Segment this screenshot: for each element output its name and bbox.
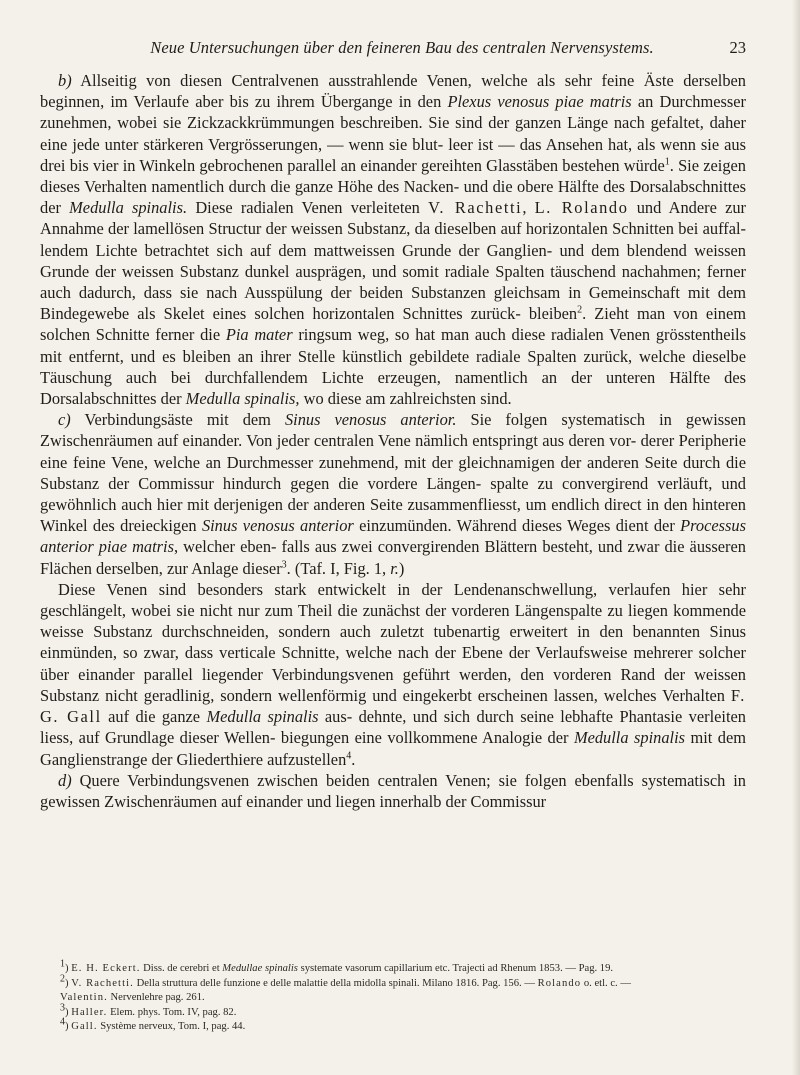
text-span: , welcher eben- falls aus zwei convergirenden Blättern besteht, und zwar die äusseren Flächen derselben, zur Anlage dieser	[40, 537, 746, 578]
paragraph-d	[40, 770, 746, 812]
latin-term: Medulla spinalis	[206, 707, 319, 727]
text-span: aus- dehnte, und sich durch seine lebhafte Phantasie verleiten liess, auf Grundlage dieser Wellen- biegungen eine vollkommene Analogie der	[40, 707, 746, 748]
latin-term: Medulla spinalis	[573, 728, 686, 748]
latin-term: Sinus venosus anterior	[201, 516, 354, 536]
item-label-d: d)	[58, 770, 72, 790]
latin-term: Medulla spinalis.	[69, 198, 188, 218]
text-span: Diese radialen Venen verleiteten	[195, 198, 420, 218]
item-label-c: c)	[58, 410, 71, 430]
text-span: wo diese am zahlreichsten sind.	[303, 389, 512, 409]
author-name: Valentin.	[60, 992, 108, 1004]
main-text	[40, 70, 746, 812]
footnote-1: $^1$) E. H. Eckert. Diss. de cerebri et Medullae spinalis systemate vasorum capillarium etc. Trajecti ad Rhenum 1853. — Pag. 19.	[60, 958, 614, 974]
text-span: Elem. phys. Tom. IV, pag. 82.	[110, 1006, 237, 1018]
footnote-ref: 4	[346, 750, 352, 762]
text-span: Diese Venen sind besonders stark entwickelt in der Lendenanschwellung, verlaufen hier sehr geschlängelt, wobei sie nicht nur zum Theil die zunächst der vorderen Längenspalte zu liegen kommende weisse Substanz durchschneiden, sondern auch zuletzt tubenartig erweitert in den benannten Sinus einmünden, so zwar, dass verticale Schnitte, welche nach der Ebene der Verlaufsweise mehrerer solcher über einander parallel liegender Verbindungsvenen geführt werden, den vorderen Rand der weissen Substanz nicht geradlinig, sondern wellenförmig und eingekerbt erscheinen lassen, welches Verhalten	[40, 579, 746, 705]
text-span: und Andere zur Annahme der lamellösen Structur der weissen Substanz, da dieselben auf horizontalen Schnitten bei auffal- lendem Lichte betrachtet sich auf dem mattweissen Grunde der Ganglien- und dem blendend weissen Grunde der weissen Substanz dunkel ausprägen, und somit radiale Spalten täuschend nachahmen; ferner auch dadurch, dass sie nach Ausspülung der beiden Substanzen gleichsam in Gemeinschaft mit dem Bindegewebe als Skelet eines solchen horizontalen Schnittes zurück- bleiben	[40, 198, 746, 324]
paragraph-b	[40, 70, 746, 409]
text-span: . (Taf. I, Fig. 1,	[286, 558, 387, 578]
text-span: Verbindungsäste mit dem	[84, 410, 271, 430]
text-span: Système nerveux, Tom. I, pag. 44.	[100, 1021, 246, 1033]
latin-term: Sinus venosus anterior.	[284, 410, 457, 430]
text-span: Sie folgen systematisch in gewissen Zwischenräumen auf einander. Von jeder centralen Vene nämlich entspringt aus deren vor- derer Peripherie eine feine Vene, welche an Durchmesser zunehmend, mit der gleichnamigen der anderen Seite durch die Substanz der Commissur hindurch gegen die vordere Längen- spalte zu convergirend verläuft, und gewöhnlich auch hier mit derjenigen der anderen Seite zusammenfliesst, um endlich direct in den hinteren Winkel des dreieckigen	[40, 410, 746, 536]
footnote-ref: 2	[577, 304, 583, 316]
footnote-ref: 1	[664, 156, 670, 168]
latin-term: Medullae spinalis	[222, 963, 298, 974]
text-span: mit dem Ganglienstrange der Gliederthiere aufzustellen	[40, 728, 746, 769]
text-span: auf die ganze	[108, 707, 201, 727]
author-name: V. Rachetti.	[71, 977, 134, 989]
running-title: Neue Untersuchungen über den feineren Bau des centralen Nervensystems.	[150, 38, 654, 57]
text-span: Nervenlehre pag. 261.	[110, 992, 205, 1004]
text-span: systemate vasorum capillarium etc. Trajecti ad Rhenum 1853. — Pag. 19.	[300, 963, 614, 974]
running-header	[118, 38, 746, 60]
author-name: E. H. Eckert.	[71, 963, 141, 974]
text-span: )	[398, 558, 405, 578]
latin-term: Pia mater	[225, 325, 293, 345]
paragraph-lumbar	[40, 579, 746, 770]
text-span: Allseitig von diesen Centralvenen ausstrahlende Venen, welche als sehr feine Äste derselben beginnen, im Verlaufe aber bis zu ihrem Übergange in den	[40, 71, 746, 112]
figure-letter: r.	[390, 558, 399, 578]
author-name: F. G. Gall	[40, 685, 746, 727]
item-label-b: b)	[58, 71, 72, 90]
text-span: . Zieht man von einem solchen Schnitte ferner die	[40, 304, 746, 345]
author-name: Gall.	[71, 1021, 98, 1033]
latin-term: Medulla spinalis,	[185, 389, 300, 409]
footnote-4: $^4$) Gall. Système nerveux, Tom. I, pag. 44.	[60, 1016, 246, 1033]
text-span: o. etl. c. —	[583, 977, 631, 989]
text-span: an Durchmesser zunehmen, wobei sie Zickzackkrümmungen beschreiben. Sie sind der ganzen Länge nach gefaltet, daher eine jede unter stärkeren Vergrösserungen, — wenn sie blut- leer ist — das Ansehen hat, als wenn sie aus drei bis vier in Winkeln gebrochenen parallel an einander gereihten Glasstäben bestehen würde	[40, 92, 746, 175]
author-name: V. Rachetti	[428, 198, 523, 218]
footnotes	[60, 958, 746, 1035]
text-span: ,	[522, 198, 527, 218]
footnote-2: $^2$) V. Rachetti. Della struttura delle funzione e delle malattie della midolla spinali. Milano 1816. Pag. 156. — Rolando o. etl. c. —	[60, 973, 631, 989]
footnote-mark: 4	[60, 1016, 65, 1028]
footnote-3: $^3$) Haller. Elem. phys. Tom. IV, pag. 82.	[60, 1002, 237, 1018]
text-span: .	[351, 749, 356, 769]
text-span: Della struttura delle funzione e delle malattie della midolla spinali. Milano 1816. Pag. 156. —	[136, 977, 535, 989]
page-number: 23	[729, 38, 746, 57]
footnote-2-cont	[60, 991, 746, 1006]
author-name: Haller.	[71, 1006, 108, 1018]
text-span: ringsum weg, so hat man auch diese radialen Venen grösstentheils mit entfernt, und es bleiben an ihrer Stelle künstlich gebildete radiale Spalten zurück, welche dieselbe Täuschung auch bei durchfallendem Lichte erzeugen, namentlich an der unteren Hälfte des Dorsalabschnittes der	[40, 325, 746, 409]
footnote-mark: 3	[60, 1002, 65, 1014]
text-span: . Sie zeigen dieses Verhalten namentlich durch die ganze Höhe des Nacken- und die obere Hälfte des Dorsalabschnittes der	[40, 155, 746, 218]
text-span: Quere Verbindungsvenen zwischen beiden centralen Venen; sie folgen ebenfalls systematisch in gewissen Zwischenräumen auf einander und liegen innerhalb der Commissur	[40, 770, 746, 811]
page-edge	[792, 0, 800, 1075]
author-name: Rolando	[537, 977, 582, 989]
text-span: Diss. de cerebri et	[143, 963, 220, 974]
text-span: einzumünden. Während dieses Weges dient der	[359, 516, 675, 536]
paragraph-c	[40, 409, 746, 579]
latin-term: Plexus venosus piae matris	[447, 92, 632, 112]
footnote-mark: 1	[60, 958, 65, 970]
latin-term: Processus anterior piae matris	[40, 516, 746, 557]
footnote-ref: 3	[281, 559, 287, 571]
footnote-mark: 2	[60, 973, 65, 985]
author-name: L. Rolando	[534, 198, 629, 218]
